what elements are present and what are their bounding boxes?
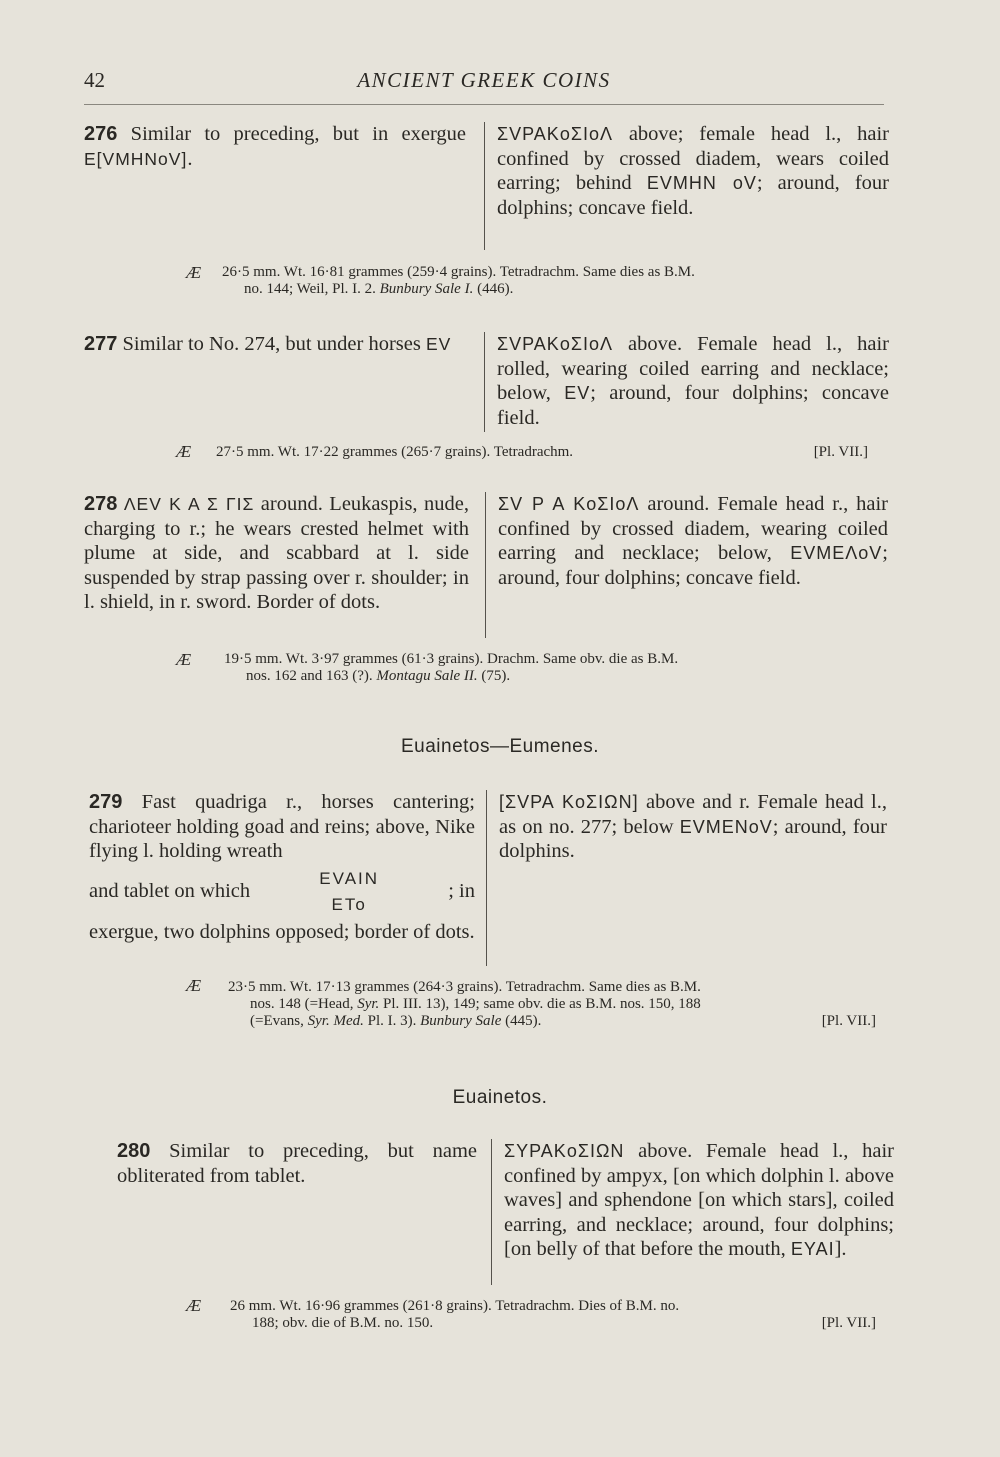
plate-reference: [Pl. VII.] [821, 1013, 876, 1029]
greek-legend: EV [564, 383, 591, 404]
entry-number: 276 [84, 123, 118, 145]
plate-reference: [Pl. VII.] [821, 1315, 876, 1331]
metal-symbol: Æ [186, 263, 202, 282]
greek-legend: EVMHN oV [646, 173, 757, 194]
coin-details: 27·5 mm. Wt. 17·22 grammes (265·7 grains). Tetradrachm. [Pl. VII.] [216, 444, 868, 460]
obverse-description: 278 ΛEV K A Σ ΓIΣ around. Leukaspis, nude, charging to r.; he wears crested helmet with plume at side, and scabbard at l. side suspended by strap passing over r. shoulder; in l. shield, in r. sword. Border of dots. [84, 493, 470, 614]
metal-symbol: Æ [186, 1296, 202, 1315]
reverse-description: ΣVPAKoΣIoΛ above; female head l., hair confined by crossed diadem, wears coiled earring; behind EVMHN oV; around, four dolphins; concave field. [484, 122, 889, 250]
reverse-description: ΣVPAKoΣIoΛ above. Female head l., hair rolled, wearing coiled earring and necklace; below, EV; around, four dolphins; concave field. [484, 332, 889, 432]
section-heading: Euainetos—Eumenes. [400, 736, 600, 757]
coin-details: 26 mm. Wt. 16·96 grammes (261·8 grains). Tetradrachm. Dies of B.M. no. 188; obv. die of B.M. no. 150. [Pl. VII.] [230, 1298, 876, 1331]
page-number: 42 [84, 68, 105, 92]
entry-number: 277 [84, 333, 118, 355]
greek-legend: ΣVPAKoΣIoΛ [497, 124, 613, 144]
greek-legend: ΣVPAKoΣIoΛ [497, 334, 613, 354]
coin-details: 26·5 mm. Wt. 16·81 grammes (259·4 grains). Tetradrachm. Same dies as B.M. no. 144; Weil, Pl. I. 2. Bunbury Sale I. (446). [222, 264, 695, 297]
greek-legend: EV [426, 334, 452, 354]
page-header [84, 62, 884, 102]
greek-legend: EVMENoV [679, 816, 773, 837]
entry-number: 278 [84, 493, 118, 515]
running-title: ANCIENT GREEK COINS [357, 68, 611, 92]
reverse-description: ΣYPAKoΣIΩN above. Female head l., hair confined by ampyx, [on which dolphin l. above waves] and sphendone [on which stars], coiled earring, and necklace; around, four dolphins; [on belly of that before the mouth, EYAI]. [491, 1139, 894, 1285]
coin-details: 23·5 mm. Wt. 17·13 grammes (264·3 grains). Tetradrachm. Same dies as B.M. nos. 148 (=Head, Syr. Pl. III. 13), 149; same obv. die as B.M. nos. 150, 188 (=Evans, Syr. Med. Pl. I. 3). Bunbury Sale (445). [Pl. VII.] [228, 979, 876, 1029]
greek-legend: ΛEV K A Σ ΓIΣ [123, 494, 255, 514]
obverse-description: 276 Similar to preceding, but in exergue E[VMHNoV]. [84, 123, 466, 170]
coin-details: 19·5 mm. Wt. 3·97 grammes (61·3 grains). Drachm. Same obv. die as B.M. nos. 162 and 163 (?). Montagu Sale II. (75). [224, 651, 679, 684]
metal-symbol: Æ [186, 976, 202, 995]
greek-legend: E[VMHNoV] [84, 148, 188, 169]
obverse-description: 279 Fast quadriga r., horses cantering; charioteer holding goad and reins; above, Nike flying l. holding wreath and tablet on which EVAIN ETo ; in exergue, two dolphins opposed; border of dots. [89, 791, 476, 943]
section-heading: Euainetos. [452, 1087, 548, 1108]
obverse-description: 280 Similar to preceding, but name obliterated from tablet. [117, 1140, 478, 1187]
greek-legend: ΣV P A KoΣIoΛ [498, 494, 640, 514]
reverse-description: ΣV P A KoΣIoΛ around. Female head r., hair confined by crossed diadem, wearing coiled earring and necklace; below, EVMEΛoV; around, four dolphins; concave field. [485, 492, 888, 638]
metal-symbol: Æ [176, 650, 192, 669]
header-rule [84, 104, 884, 105]
greek-legend: EYAI [790, 1239, 835, 1260]
greek-legend: [ΣVPA KoΣIΩN] [499, 792, 639, 812]
plate-reference: [Pl. VII.] [813, 444, 868, 460]
greek-legend: EVMEΛoV [790, 543, 883, 564]
metal-symbol: Æ [176, 442, 192, 461]
greek-legend: ΣYPAKoΣIΩN [504, 1141, 625, 1161]
entry-number: 279 [89, 791, 123, 813]
obverse-description: 277 Similar to No. 274, but under horses EV [84, 333, 452, 355]
tablet-inscription: EVAIN ETo [319, 868, 380, 914]
reverse-description: [ΣVPA KoΣIΩN] above and r. Female head l., as on no. 277; below EVMENoV; around, four dolphins. [486, 790, 887, 966]
entry-number: 280 [117, 1140, 151, 1162]
